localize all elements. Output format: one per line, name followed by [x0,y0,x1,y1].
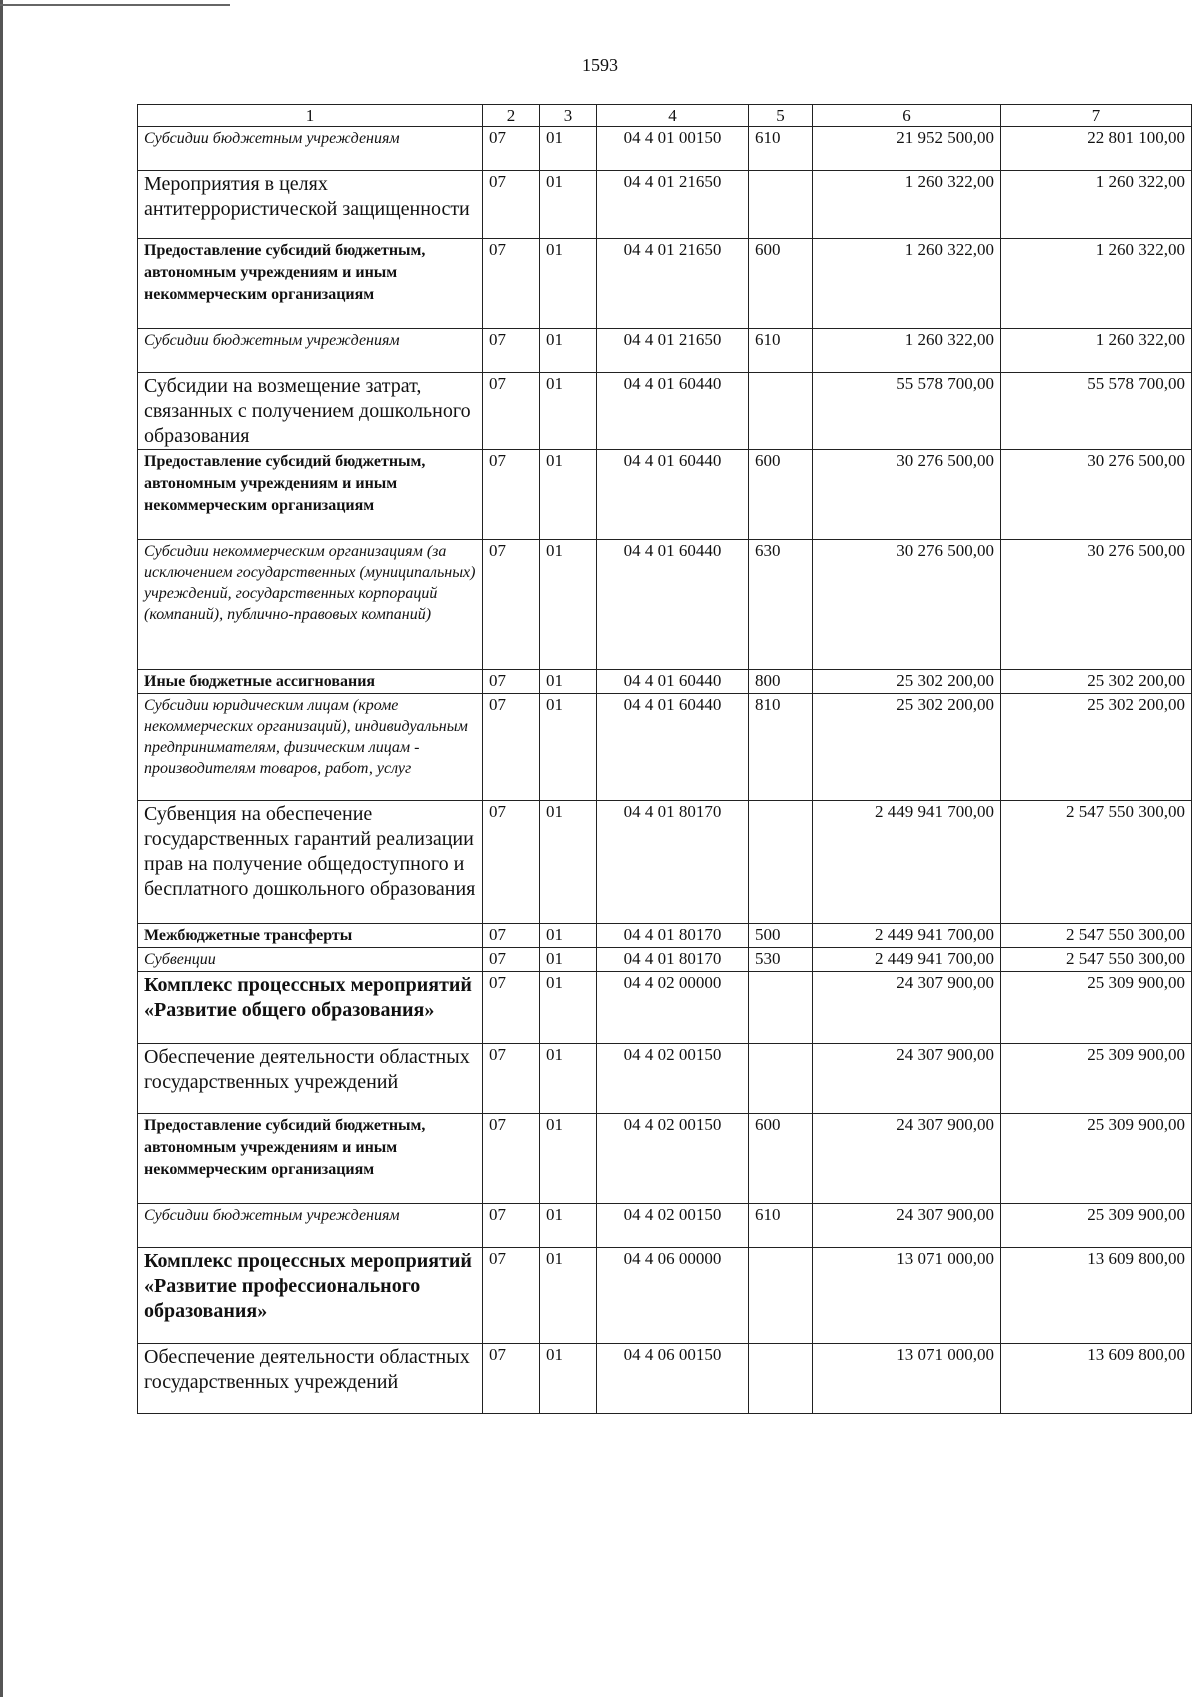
row-section: 07 [483,948,540,972]
row-amount-year-2: 30 276 500,00 [1001,540,1192,670]
row-expense-type [749,801,813,924]
row-section: 07 [483,450,540,540]
row-target-code: 04 4 06 00150 [597,1344,749,1414]
table-row [138,329,1192,373]
row-name: Субвенция на обеспечение государственных гарантий реализации прав на получение общедоступного и бесплатного дошкольного образования [138,801,483,924]
row-subsection: 01 [540,1114,597,1204]
row-expense-type: 610 [749,329,813,373]
table-row [138,694,1192,801]
row-amount-year-2: 30 276 500,00 [1001,450,1192,540]
row-amount-year-2: 13 609 800,00 [1001,1344,1192,1414]
row-expense-type: 600 [749,1114,813,1204]
row-amount-year-2: 2 547 550 300,00 [1001,801,1192,924]
row-subsection: 01 [540,373,597,450]
row-section: 07 [483,540,540,670]
table-row [138,1044,1192,1114]
table-row [138,171,1192,239]
row-name: Обеспечение деятельности областных государственных учреждений [138,1344,483,1414]
row-section: 07 [483,1044,540,1114]
table-row [138,972,1192,1044]
row-amount-year-2: 1 260 322,00 [1001,171,1192,239]
row-amount-year-2: 25 302 200,00 [1001,670,1192,694]
row-expense-type [749,972,813,1044]
row-target-code: 04 4 01 60440 [597,694,749,801]
header-col-2: 2 [483,105,540,127]
table-row [138,373,1192,450]
row-name: Иные бюджетные ассигнования [138,670,483,694]
row-amount-year-2: 55 578 700,00 [1001,373,1192,450]
row-section: 07 [483,694,540,801]
row-amount-year-1: 24 307 900,00 [813,972,1001,1044]
row-expense-type [749,373,813,450]
row-amount-year-1: 21 952 500,00 [813,127,1001,171]
row-target-code: 04 4 02 00150 [597,1044,749,1114]
row-name: Предоставление субсидий бюджетным, автономным учреждениям и иным некоммерческим организациям [138,450,483,540]
row-name: Обеспечение деятельности областных государственных учреждений [138,1044,483,1114]
row-name: Комплекс процессных мероприятий «Развитие профессионального образования» [138,1248,483,1344]
row-target-code: 04 4 01 80170 [597,948,749,972]
row-target-code: 04 4 01 60440 [597,373,749,450]
row-target-code: 04 4 02 00150 [597,1204,749,1248]
row-target-code: 04 4 01 60440 [597,540,749,670]
row-subsection: 01 [540,948,597,972]
row-amount-year-2: 25 309 900,00 [1001,1204,1192,1248]
row-target-code: 04 4 02 00000 [597,972,749,1044]
table-row [138,1114,1192,1204]
table-row [138,239,1192,329]
row-expense-type: 500 [749,924,813,948]
row-subsection: 01 [540,1344,597,1414]
row-section: 07 [483,239,540,329]
row-amount-year-1: 30 276 500,00 [813,540,1001,670]
row-expense-type: 530 [749,948,813,972]
header-row [138,105,1192,127]
row-target-code: 04 4 01 80170 [597,924,749,948]
row-expense-type: 600 [749,239,813,329]
row-amount-year-2: 25 309 900,00 [1001,1044,1192,1114]
row-section: 07 [483,171,540,239]
row-name: Межбюджетные трансферты [138,924,483,948]
budget-table [137,104,1192,1414]
table-row [138,670,1192,694]
row-amount-year-1: 13 071 000,00 [813,1344,1001,1414]
row-expense-type: 610 [749,127,813,171]
row-target-code: 04 4 01 21650 [597,329,749,373]
row-subsection: 01 [540,801,597,924]
row-amount-year-1: 1 260 322,00 [813,239,1001,329]
row-section: 07 [483,801,540,924]
row-amount-year-2: 1 260 322,00 [1001,329,1192,373]
table-row [138,450,1192,540]
row-expense-type: 810 [749,694,813,801]
row-section: 07 [483,1344,540,1414]
row-subsection: 01 [540,540,597,670]
row-amount-year-2: 2 547 550 300,00 [1001,948,1192,972]
row-amount-year-1: 25 302 200,00 [813,694,1001,801]
table-row [138,948,1192,972]
row-subsection: 01 [540,670,597,694]
header-col-4: 4 [597,105,749,127]
row-target-code: 04 4 01 80170 [597,801,749,924]
row-amount-year-1: 2 449 941 700,00 [813,948,1001,972]
row-subsection: 01 [540,1044,597,1114]
table-row [138,1248,1192,1344]
row-expense-type [749,171,813,239]
row-expense-type: 610 [749,1204,813,1248]
table-row [138,1204,1192,1248]
row-name: Предоставление субсидий бюджетным, автономным учреждениям и иным некоммерческим организациям [138,1114,483,1204]
row-name: Комплекс процессных мероприятий «Развитие общего образования» [138,972,483,1044]
row-amount-year-1: 2 449 941 700,00 [813,924,1001,948]
row-section: 07 [483,1114,540,1204]
table-body [138,127,1192,1414]
header-col-3: 3 [540,105,597,127]
row-subsection: 01 [540,329,597,373]
row-target-code: 04 4 01 21650 [597,171,749,239]
row-name: Мероприятия в целях антитеррористической защищенности [138,171,483,239]
row-amount-year-1: 1 260 322,00 [813,171,1001,239]
row-section: 07 [483,373,540,450]
row-name: Субсидии на возмещение затрат, связанных с получением дошкольного образования [138,373,483,450]
row-amount-year-2: 1 260 322,00 [1001,239,1192,329]
row-section: 07 [483,670,540,694]
table-row [138,1344,1192,1414]
row-name: Субсидии бюджетным учреждениям [138,329,483,373]
row-name: Субсидии бюджетным учреждениям [138,127,483,171]
row-target-code: 04 4 02 00150 [597,1114,749,1204]
row-subsection: 01 [540,694,597,801]
table-row [138,924,1192,948]
row-expense-type: 800 [749,670,813,694]
row-expense-type [749,1248,813,1344]
row-section: 07 [483,127,540,171]
row-amount-year-1: 1 260 322,00 [813,329,1001,373]
row-amount-year-2: 25 309 900,00 [1001,1114,1192,1204]
row-target-code: 04 4 01 60440 [597,670,749,694]
row-amount-year-1: 30 276 500,00 [813,450,1001,540]
row-expense-type [749,1344,813,1414]
row-expense-type: 600 [749,450,813,540]
table-row [138,801,1192,924]
row-subsection: 01 [540,972,597,1044]
row-amount-year-1: 2 449 941 700,00 [813,801,1001,924]
row-amount-year-1: 55 578 700,00 [813,373,1001,450]
row-expense-type: 630 [749,540,813,670]
page-number: 1593 [582,55,618,75]
row-amount-year-2: 22 801 100,00 [1001,127,1192,171]
table-row [138,540,1192,670]
row-amount-year-2: 2 547 550 300,00 [1001,924,1192,948]
row-name: Субсидии некоммерческим организациям (за исключением государственных (муниципальных) учреждений, государственных корпораций (компаний), публично-правовых компаний) [138,540,483,670]
row-name: Субсидии юридическим лицам (кроме некоммерческих организаций), индивидуальным предпринимателям, физическим лицам - производителям товаров, работ, услуг [138,694,483,801]
table-row [138,127,1192,171]
row-amount-year-2: 25 309 900,00 [1001,972,1192,1044]
row-amount-year-1: 13 071 000,00 [813,1248,1001,1344]
row-section: 07 [483,329,540,373]
row-expense-type [749,1044,813,1114]
row-subsection: 01 [540,127,597,171]
scan-top-mark [0,4,230,6]
row-name: Субсидии бюджетным учреждениям [138,1204,483,1248]
row-amount-year-1: 25 302 200,00 [813,670,1001,694]
row-amount-year-1: 24 307 900,00 [813,1204,1001,1248]
row-subsection: 01 [540,450,597,540]
row-subsection: 01 [540,239,597,329]
row-subsection: 01 [540,1248,597,1344]
row-subsection: 01 [540,171,597,239]
row-amount-year-2: 25 302 200,00 [1001,694,1192,801]
row-subsection: 01 [540,1204,597,1248]
row-section: 07 [483,924,540,948]
row-target-code: 04 4 01 21650 [597,239,749,329]
row-section: 07 [483,972,540,1044]
header-col-7: 7 [1001,105,1192,127]
row-name: Субвенции [138,948,483,972]
header-col-1: 1 [138,105,483,127]
row-target-code: 04 4 01 00150 [597,127,749,171]
row-name: Предоставление субсидий бюджетным, автономным учреждениям и иным некоммерческим организациям [138,239,483,329]
header-col-5: 5 [749,105,813,127]
row-amount-year-1: 24 307 900,00 [813,1114,1001,1204]
header-col-6: 6 [813,105,1001,127]
row-subsection: 01 [540,924,597,948]
row-amount-year-1: 24 307 900,00 [813,1044,1001,1114]
row-amount-year-2: 13 609 800,00 [1001,1248,1192,1344]
row-section: 07 [483,1248,540,1344]
row-section: 07 [483,1204,540,1248]
scan-left-edge [0,0,3,1697]
row-target-code: 04 4 06 00000 [597,1248,749,1344]
row-target-code: 04 4 01 60440 [597,450,749,540]
